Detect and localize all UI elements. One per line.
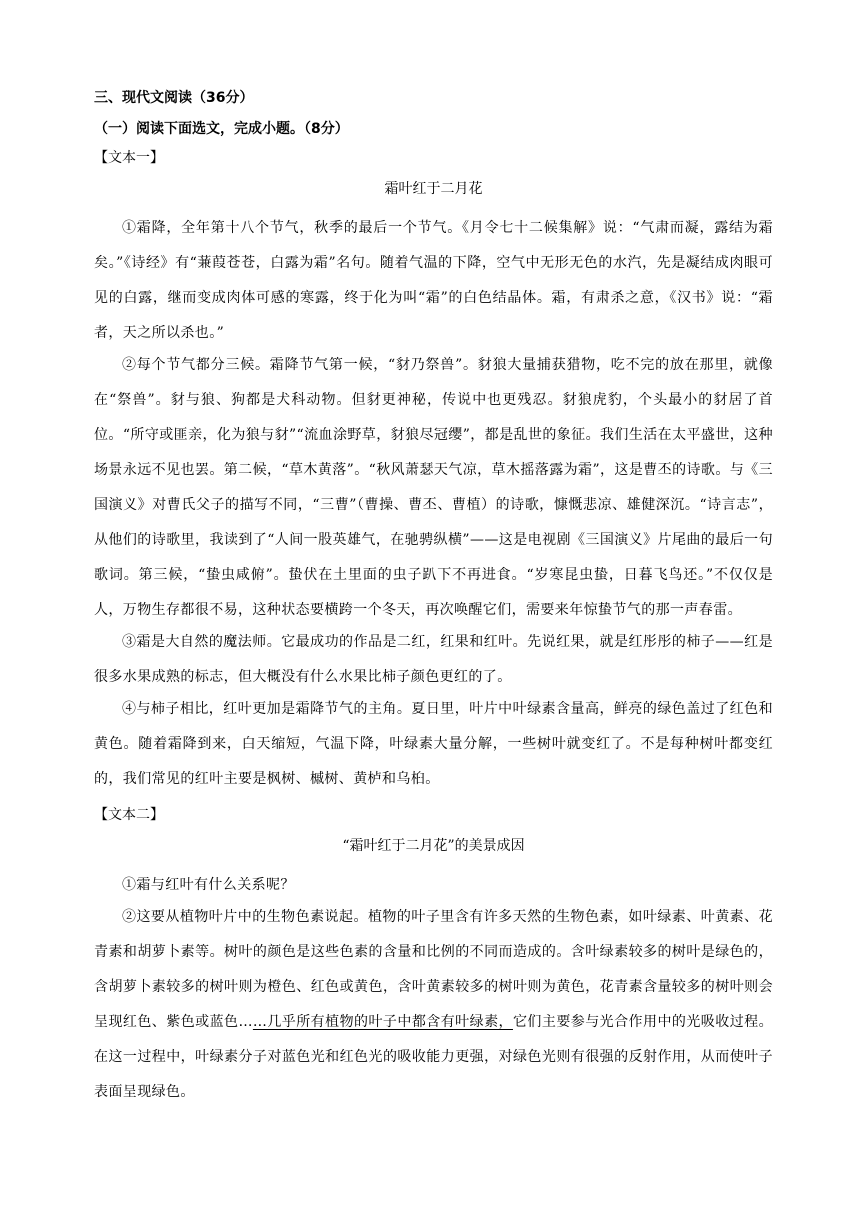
text2-title: “霜叶红于二月花”的美景成因 bbox=[342, 838, 525, 854]
text2-paragraph-2-part-1: ②这要从植物叶片中的生物色素说起。植物的叶子里含有许多天然的生物色素，如叶绿素、叶黄素、花青素和胡萝卜素等。树叶的颜色是这些色素的含量和比例的不同而造成的。含叶绿素较多的树叶是绿色的，含胡萝卜素较多的树叶则为橙色、红色或黄色，含叶黄素较多的树叶则为黄色，花青素含量较多的树叶则会呈现红色、紫色或蓝色… bbox=[94, 909, 773, 1030]
text1-paragraph-1: ①霜降，全年第十八个节气，秋季的最后一个节气。《月令七十二候集解》说：“气肃而凝，露结为霜矣。”《诗经》有“蒹葭苍苍，白露为霜”名句。随着气温的下降，空气中无形无色的水汽，先是凝结成肉眼可见的白露，继而变成肉体可感的寒露，终于化为叫“霜”的白色结晶体。霜，有肃杀之意，《汉书》说：“霜者，天之所以杀也。” bbox=[94, 220, 773, 341]
text2-paragraph-2 bbox=[94, 900, 773, 1110]
text2-label: 【文本二】 bbox=[94, 807, 164, 823]
text1-paragraph-3: ③霜是大自然的魔法师。它最成功的作品是二红，红果和红叶。先说红果，就是红彤彤的柿子——红是很多水果成熟的标志，但大概没有什么水果比柿子颜色更红的了。 bbox=[94, 634, 773, 685]
text2-paragraph-2-part-2: 它们主要参与光合作用中的光吸收过程。在这一过程中，叶绿素分子对蓝色光和红色光的吸收能力更强，对绿色光则有很强的反射作用，从而使叶子表面呈现绿色。 bbox=[94, 1014, 773, 1100]
underlined-sentence: …几乎所有植物的叶子中都含有叶绿素， bbox=[252, 1014, 513, 1030]
section-heading: 三、现代文阅读（36分） bbox=[94, 90, 254, 106]
subsection-heading: （一）阅读下面选文，完成小题。（8分） bbox=[94, 121, 349, 137]
text1-paragraph-4: ④与柿子相比，红叶更加是霜降节气的主角。夏日里，叶片中叶绿素含量高，鲜亮的绿色盖过了红色和黄色。随着霜降到来，白天缩短，气温下降，叶绿素大量分解，一些树叶就变红了。不是每种树叶都变红的，我们常见的红叶主要是枫树、槭树、黄栌和乌桕。 bbox=[94, 701, 773, 787]
text2-paragraph-1: ①霜与红叶有什么关系呢？ bbox=[122, 877, 295, 893]
text1-paragraph-2: ②每个节气都分三候。霜降节气第一候，“豺乃祭兽”。豺狼大量捕获猎物，吃不完的放在那里，就像在“祭兽”。豺与狼、狗都是犬科动物。但豺更神秘，传说中也更残忍。豺狼虎豹，个头最小的豺居了首位。“所守或匪亲，化为狼与豺”“流血涂野草，豺狼尽冠缨”，都是乱世的象征。我们生活在太平盛世，这种场景永远不见也罢。第二候，“草木黄落”。“秋风萧瑟天气凉，草木摇落露为霜”，这是曹丕的诗歌。与《三国演义》对曹氏父子的描写不同，“三曹”（曹操、曹丕、曹植）的诗歌，慷慨悲凉、雄健深沉。“诗言志”，从他们的诗歌里，我读到了“人间一股英雄气，在驰骋纵横”——这是电视剧《三国演义》片尾曲的最后一句歌词。第三候，“蛰虫咸俯”。蛰伏在土里面的虫子趴下不再进食。“岁寒昆虫蛰，日暮飞鸟还。”不仅仅是人，万物生存都很不易，这种状态要横跨一个冬天，再次唤醒它们，需要来年惊蛰节气的那一声春雷。 bbox=[94, 357, 773, 618]
text1-label: 【文本一】 bbox=[94, 150, 164, 166]
text1-title: 霜叶红于二月花 bbox=[384, 181, 483, 197]
